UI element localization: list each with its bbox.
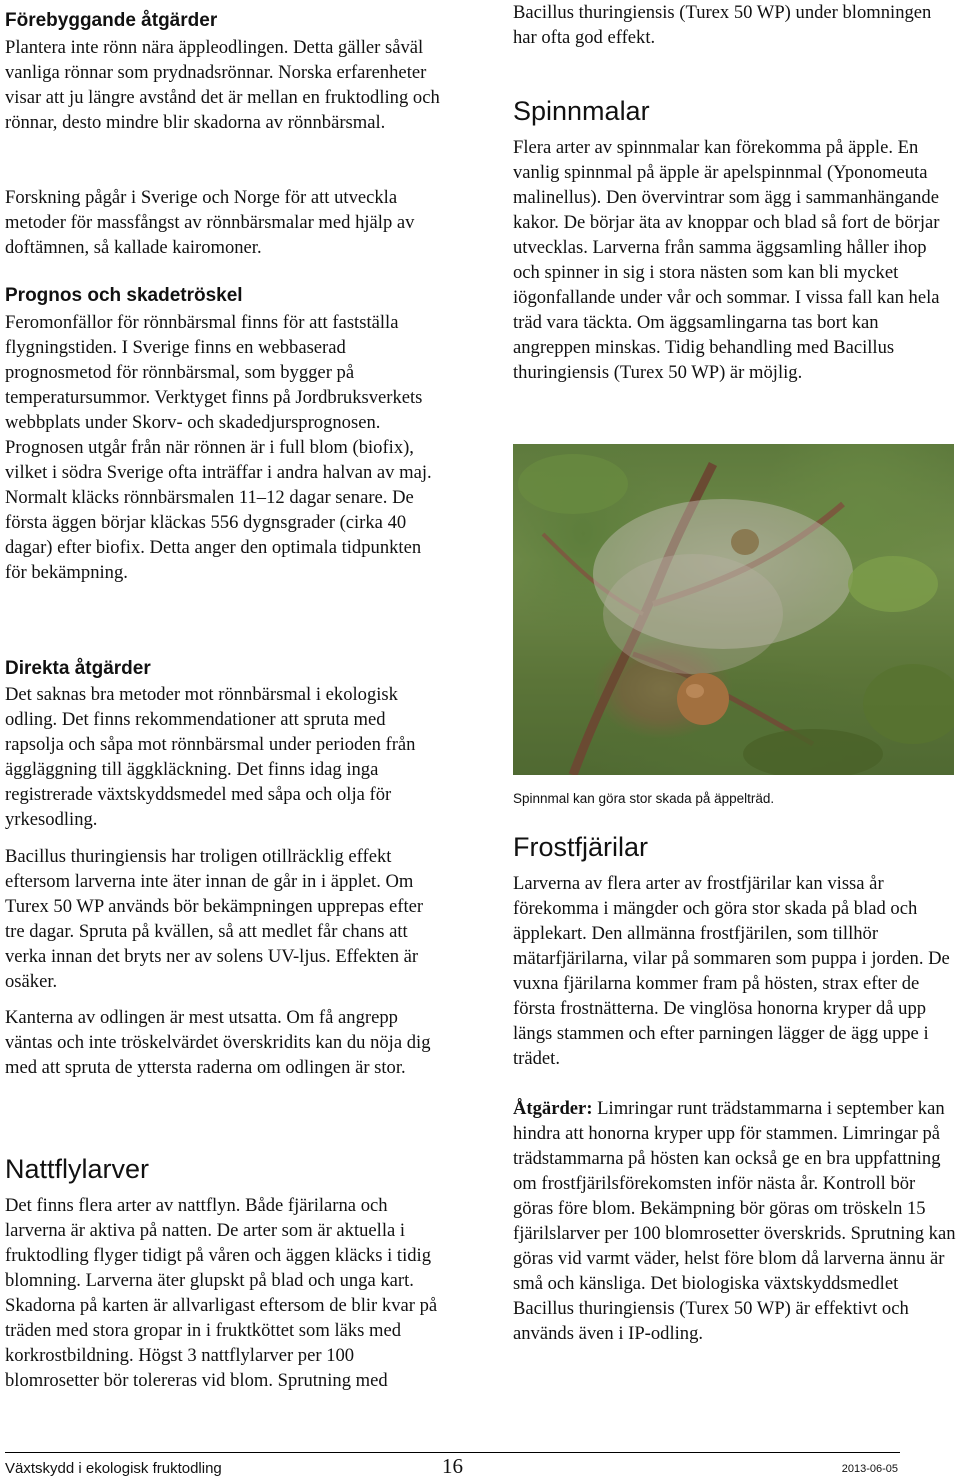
photo-caption: Spinnmal kan göra stor skada på äppelträd. [513, 791, 775, 806]
label-atgarder: Åtgärder: [513, 1098, 593, 1119]
paragraph-atgarder [513, 1096, 958, 1346]
heading-spinnmalar: Spinnmalar [513, 96, 650, 126]
paragraph-forskning: Forskning pågår i Sverige och Norge för att utveckla metoder för massfångst av rönnbärsmalar med hjälp av doftämnen, så kallade kairomoner. [5, 187, 415, 258]
paragraph-nattflylarver: Det finns flera arter av nattflyn. Både fjärilarna och larverna är aktiva på natten. De arter som är aktuella i fruktodling flyger tidigt på våren och äggen kläcks i tidig blomning. Larverna äter glupskt på blad och unga kart. Skadorna på karten är allvarligast eftersom de blir kvar på träden med stora gropar in i fruktköttet som läks med korkrostbildning. Högst 3 nattflylarver per 100 blomrosetter bör tolereras vid blom. Sprutning med [5, 1195, 438, 1391]
spinnmal-photo [513, 444, 954, 775]
paragraph-prognos: Feromonfällor för rönnbärsmal finns för att fastställa flygningstiden. I Sverige finns en webbaserad prognosmetod för rönnbärsmal, som bygger på temperatursummor. Verktyget finns på Jordbruksverkets webbplats under Skorv- och skadedjursprognosen. Prognosen utgår från när rönnen är i full blom (biofix), vilket i södra Sverige ofta inträffar i andra halvan av maj. Normalt kläcks rönnbärsmalen 11–12 dagar senare. De första äggen börjar kläckas 556 dygnsgrader (cirka 40 dagar) efter biofix. Detta anger den optimala tidpunkten för bekämpning. [5, 312, 432, 583]
heading-direkta: Direkta åtgärder [5, 658, 151, 679]
paragraph-frostfjarilar: Larverna av flera arter av frostfjärilar kan vissa år förekomma i mängder och göra stor skada på blad och äpplekart. Den allmänna frostfjärilen, som tillhör mätarfjärilarna, vilar på sommaren som puppa i jorden. De vuxna fjärilarna kommer fram på hösten, strax efter de första frostnätterna. De vinglösa honorna kryper då upp längs stammen och efter parningen lägger de ägg uppe i trädet. [513, 873, 950, 1069]
paragraph-spinnmalar: Flera arter av spinnmalar kan förekomma på äpple. En vanlig spinnmal på äpple är apelspinnmal (Yponomeuta malinellus). Den övervintrar som ägg i sammanhängande kakor. De börjar äta av knoppar och blad så fort de börjar utvecklas. Larverna från samma äggsamling håller ihop och spinner in sig i stora nästen som kan bli mycket iögonfallande under vår och sommar. I vissa fall kan hela träd vara täckta. Om äggsamlingarna tas bort kan angreppen minskas. Tidig behandling med Bacillus thuringiensis (Turex 50 WP) är möjlig. [513, 137, 940, 383]
text-atgarder: Limringar runt trädstammarna i september kan hindra att honorna kryper upp för stammen. Limringar på trädstammarna på hösten kan också ge en bra uppfattning om frostfjärilsförekomsten inför nästa år. Kontroll bör göras före blom. Bekämpning bör göras om tröskeln 15 fjärilslarver per 100 blomrosetter överskrids. Sprutning kan göras vid varmt väder, helst före blom då larverna ännu är små och känsliga. Det biologiska växtskyddsmedlet Bacillus thuringiensis (Turex 50 WP) är effektivt och används även i IP-odling. [513, 1098, 956, 1344]
heading-frostfjarilar: Frostfjärilar [513, 832, 649, 862]
footer-title: Växtskydd i ekologisk fruktodling [5, 1460, 222, 1477]
footer-date: 2013-06-05 [841, 1463, 898, 1475]
heading-prognos: Prognos och skadetröskel [5, 285, 243, 306]
paragraph-bacillus: Bacillus thuringiensis har troligen otillräcklig effekt eftersom larverna inte äter innan de går in i äpplet. Om Turex 50 WP används bör bekämpningen upprepas efter tre dagar. Spruta på kvällen, så att medlet får chans att verka innan det bryts ner av solens UV-ljus. Effekten är osäker. [5, 846, 424, 992]
heading-nattflylarver: Nattflylarver [5, 1154, 150, 1184]
heading-forebyggande: Förebyggande åtgärder [5, 10, 218, 31]
page-number: 16 [442, 1454, 463, 1478]
paragraph-kanterna: Kanterna av odlingen är mest utsatta. Om få angrepp väntas och inte tröskelvärdet överskridits kan du nöja dig med att spruta de yttersta raderna om odlingen är stor. [5, 1007, 431, 1078]
page-footer [5, 1452, 900, 1480]
paragraph-direkta: Det saknas bra metoder mot rönnbärsmal i ekologisk odling. Det finns rekommendationer att spruta med rapsolja och såpa mot rönnbärsmal under perioden från äggläggning till äggkläckning. Det finns idag inga registrerade växtskyddsmedel med såpa och olja för yrkesodling. [5, 684, 416, 830]
paragraph-forebyggande: Plantera inte rönn nära äppleodlingen. Detta gäller såväl vanliga rönnar som prydnadsrönnar. Norska erfarenheter visar att ju längre avstånd det är mellan en fruktodling och rönnar, desto mindre blir skadorna av rönnbärsmal. [5, 37, 440, 133]
paragraph-bacillus-top: Bacillus thuringiensis (Turex 50 WP) under blomningen har ofta god effekt. [513, 2, 932, 48]
